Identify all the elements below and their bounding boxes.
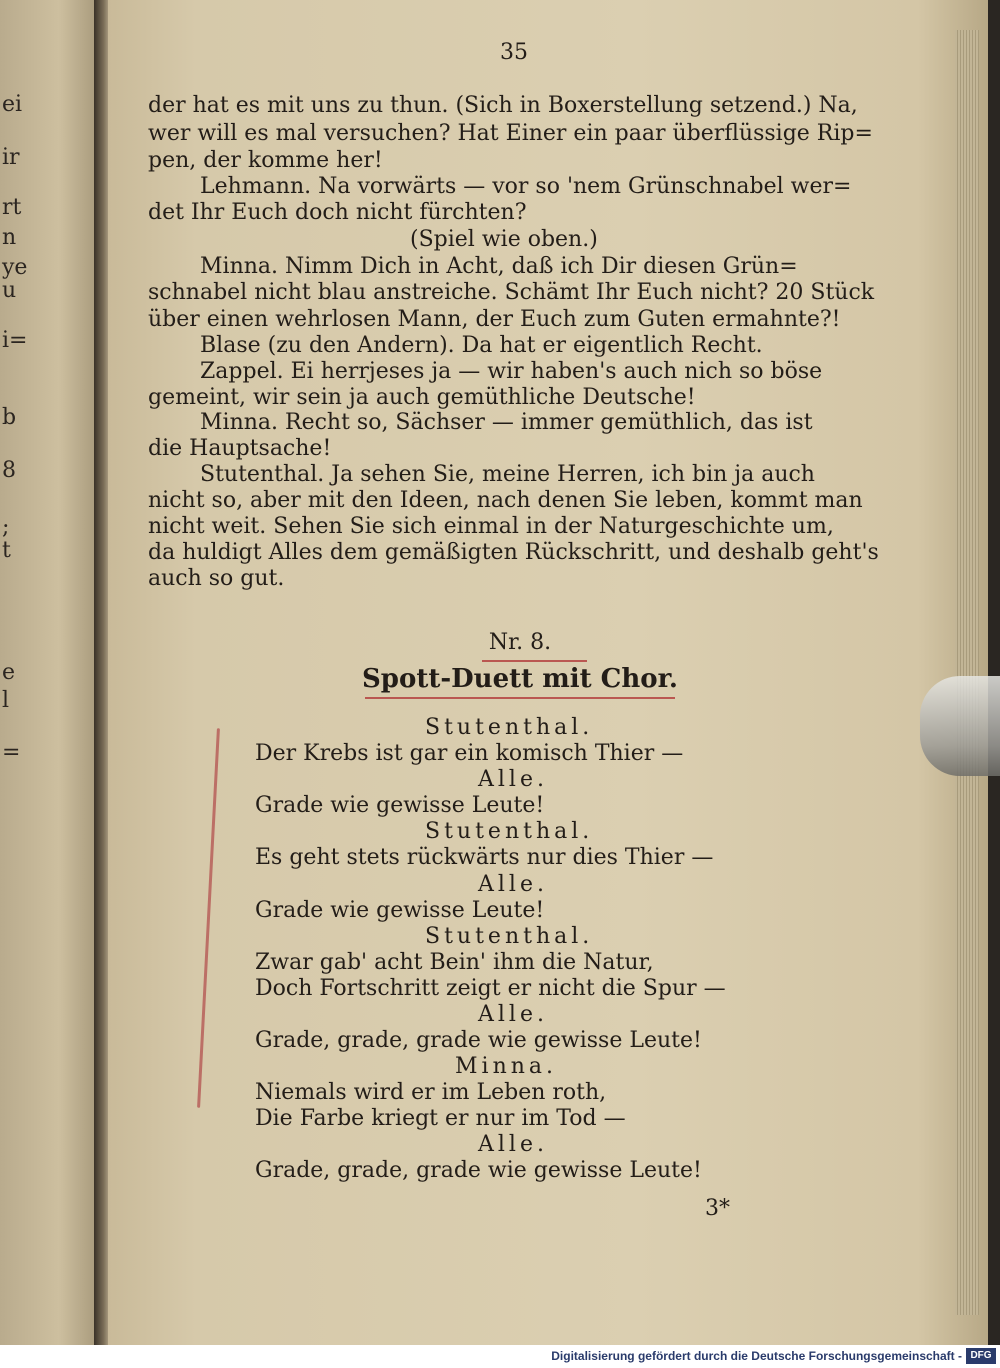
verse-speaker: Alle. xyxy=(478,1002,548,1027)
verse-line: Doch Fortschritt zeigt er nicht die Spur — xyxy=(255,976,726,1001)
verse-line: Niemals wird er im Leben roth, xyxy=(255,1080,607,1105)
verse-line: Es geht stets rückwärts nur dies Thier — xyxy=(255,845,714,870)
verse-line: Grade, grade, grade wie gewisse Leute! xyxy=(255,1158,702,1183)
prose-line: Zappel. Ei herrjeses ja — wir haben's auch nich so böse xyxy=(200,359,823,384)
verse-line: Die Farbe kriegt er nur im Tod — xyxy=(255,1106,626,1131)
verse-speaker: Alle. xyxy=(478,872,548,897)
left-fragment: u xyxy=(2,278,17,303)
verse-line: Der Krebs ist gar ein komisch Thier — xyxy=(255,741,684,766)
prose-line: die Hauptsache! xyxy=(148,436,332,461)
prose-line: pen, der komme her! xyxy=(148,148,383,173)
stage-direction: (Spiel wie oben.) xyxy=(410,227,598,252)
left-fragment: ei xyxy=(2,92,23,117)
page-clip xyxy=(920,676,1000,776)
prose-line: da huldigt Alles dem gemäßigten Rückschritt, und deshalb geht's xyxy=(148,540,879,565)
left-page-margin xyxy=(0,0,98,1345)
prose-line: Lehmann. Na vorwärts — vor so 'nem Grünschnabel wer= xyxy=(200,174,852,199)
red-underline xyxy=(482,660,587,662)
prose-line: der hat es mit uns zu thun. (Sich in Boxerstellung setzend.) Na, xyxy=(148,93,858,118)
section-number: Nr. 8. xyxy=(488,630,552,655)
page-edge xyxy=(955,30,979,1315)
prose-line: auch so gut. xyxy=(148,566,285,591)
prose-line: wer will es mal versuchen? Hat Einer ein paar überflüssige Rip= xyxy=(148,121,873,146)
left-fragment: e xyxy=(2,660,16,685)
left-fragment: i= xyxy=(2,328,28,353)
verse-line: Grade wie gewisse Leute! xyxy=(255,793,545,818)
left-fragment: n xyxy=(2,225,17,250)
left-fragment: 8 xyxy=(2,458,16,483)
prose-line: Minna. Recht so, Sächser — immer gemüthlich, das ist xyxy=(200,410,813,435)
prose-line: Minna. Nimm Dich in Acht, daß ich Dir diesen Grün= xyxy=(200,254,798,279)
verse-line: Grade, grade, grade wie gewisse Leute! xyxy=(255,1028,702,1053)
left-fragment: ; xyxy=(2,515,10,540)
prose-line: über einen wehrlosen Mann, der Euch zum Guten ermahnte?! xyxy=(148,307,841,332)
left-fragment: rt xyxy=(2,195,22,220)
section-title: Spott-Duett mit Chor. xyxy=(362,664,678,694)
page-number: 35 xyxy=(500,40,528,65)
left-fragment: ye xyxy=(2,255,28,280)
verse-line: Grade wie gewisse Leute! xyxy=(255,898,545,923)
verse-speaker: Stutenthal. xyxy=(425,819,594,844)
left-fragment: b xyxy=(2,405,17,430)
verse-line: Zwar gab' acht Bein' ihm die Natur, xyxy=(255,950,654,975)
verse-speaker: Alle. xyxy=(478,767,548,792)
footer-bar xyxy=(0,1345,1000,1368)
dfg-logo: DFG xyxy=(966,1348,996,1364)
verse-speaker: Stutenthal. xyxy=(425,715,594,740)
verse-speaker: Alle. xyxy=(478,1132,548,1157)
signature-mark: 3* xyxy=(705,1196,730,1221)
verse-speaker: Stutenthal. xyxy=(425,924,594,949)
prose-line: schnabel nicht blau anstreiche. Schämt Ihr Euch nicht? 20 Stück xyxy=(148,280,875,305)
left-fragment: l xyxy=(2,688,10,713)
prose-line: det Ihr Euch doch nicht fürchten? xyxy=(148,200,527,225)
prose-line: nicht so, aber mit den Ideen, nach denen Sie leben, kommt man xyxy=(148,488,863,513)
prose-line: gemeint, wir sein ja auch gemüthliche Deutsche! xyxy=(148,385,696,410)
prose-line: nicht weit. Sehen Sie sich einmal in der Naturgeschichte um, xyxy=(148,514,834,539)
footer-credit: Digitalisierung gefördert durch die Deutsche Forschungsgemeinschaft - xyxy=(551,1349,962,1363)
red-underline xyxy=(365,697,675,699)
left-fragment: t xyxy=(2,538,11,563)
prose-line: Stutenthal. Ja sehen Sie, meine Herren, ich bin ja auch xyxy=(200,462,815,487)
verse-speaker: Minna. xyxy=(455,1054,558,1079)
prose-line: Blase (zu den Andern). Da hat er eigentlich Recht. xyxy=(200,333,763,358)
left-fragment: = xyxy=(2,740,21,765)
left-fragment: ir xyxy=(2,145,20,170)
